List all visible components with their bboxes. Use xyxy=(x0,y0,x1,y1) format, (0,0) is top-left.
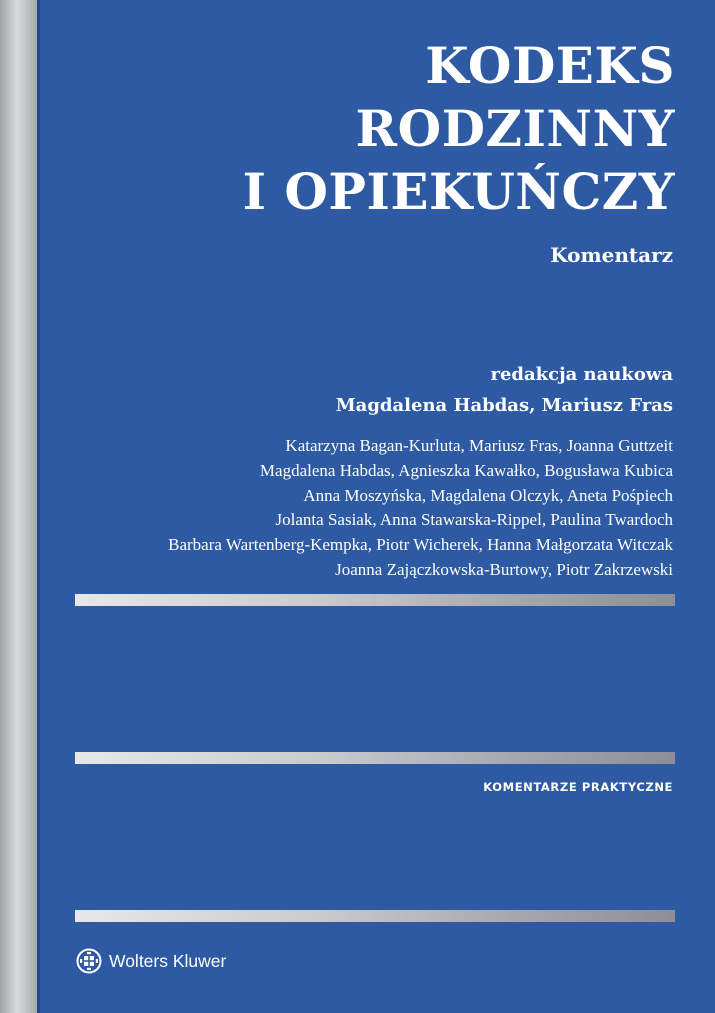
publisher-name: Wolters Kluwer xyxy=(109,950,227,971)
authors-line: Magdalena Habdas, Agnieszka Kawałko, Bogusława Kubica xyxy=(259,460,673,480)
authors-line: Joanna Zajączkowska-Burtowy, Piotr Zakrzewski xyxy=(335,559,673,579)
authors-line: Anna Moszyńska, Magdalena Olczyk, Aneta Pośpiech xyxy=(303,485,673,505)
book-title xyxy=(55,34,675,223)
authors-line: Barbara Wartenberg-Kempka, Piotr Wicherek, Hanna Małgorzata Witczak xyxy=(168,535,673,555)
title-line-2: RODZINNY xyxy=(355,99,675,158)
publisher xyxy=(76,948,226,974)
divider-bar-middle xyxy=(75,752,675,764)
editors-names: Magdalena Habdas, Mariusz Fras xyxy=(335,395,673,416)
authors-line: Jolanta Sasiak, Anna Stawarska-Rippel, Paulina Twardoch xyxy=(275,510,673,530)
authors-line: Katarzyna Bagan-Kurluta, Mariusz Fras, Joanna Guttzeit xyxy=(285,436,673,455)
series-name: KOMENTARZE PRAKTYCZNE xyxy=(483,780,673,794)
book-spine xyxy=(0,0,37,1013)
title-line-3: I OPIEKUŃCZY xyxy=(242,162,675,221)
authors-list xyxy=(33,434,673,583)
wolters-kluwer-logo-icon xyxy=(76,948,102,974)
book-subtitle: Komentarz xyxy=(550,243,673,267)
divider-bar-bottom xyxy=(75,910,675,922)
editors-label: redakcja naukowa xyxy=(490,364,673,385)
title-line-1: KODEKS xyxy=(425,36,675,95)
divider-bar-top xyxy=(75,594,675,606)
